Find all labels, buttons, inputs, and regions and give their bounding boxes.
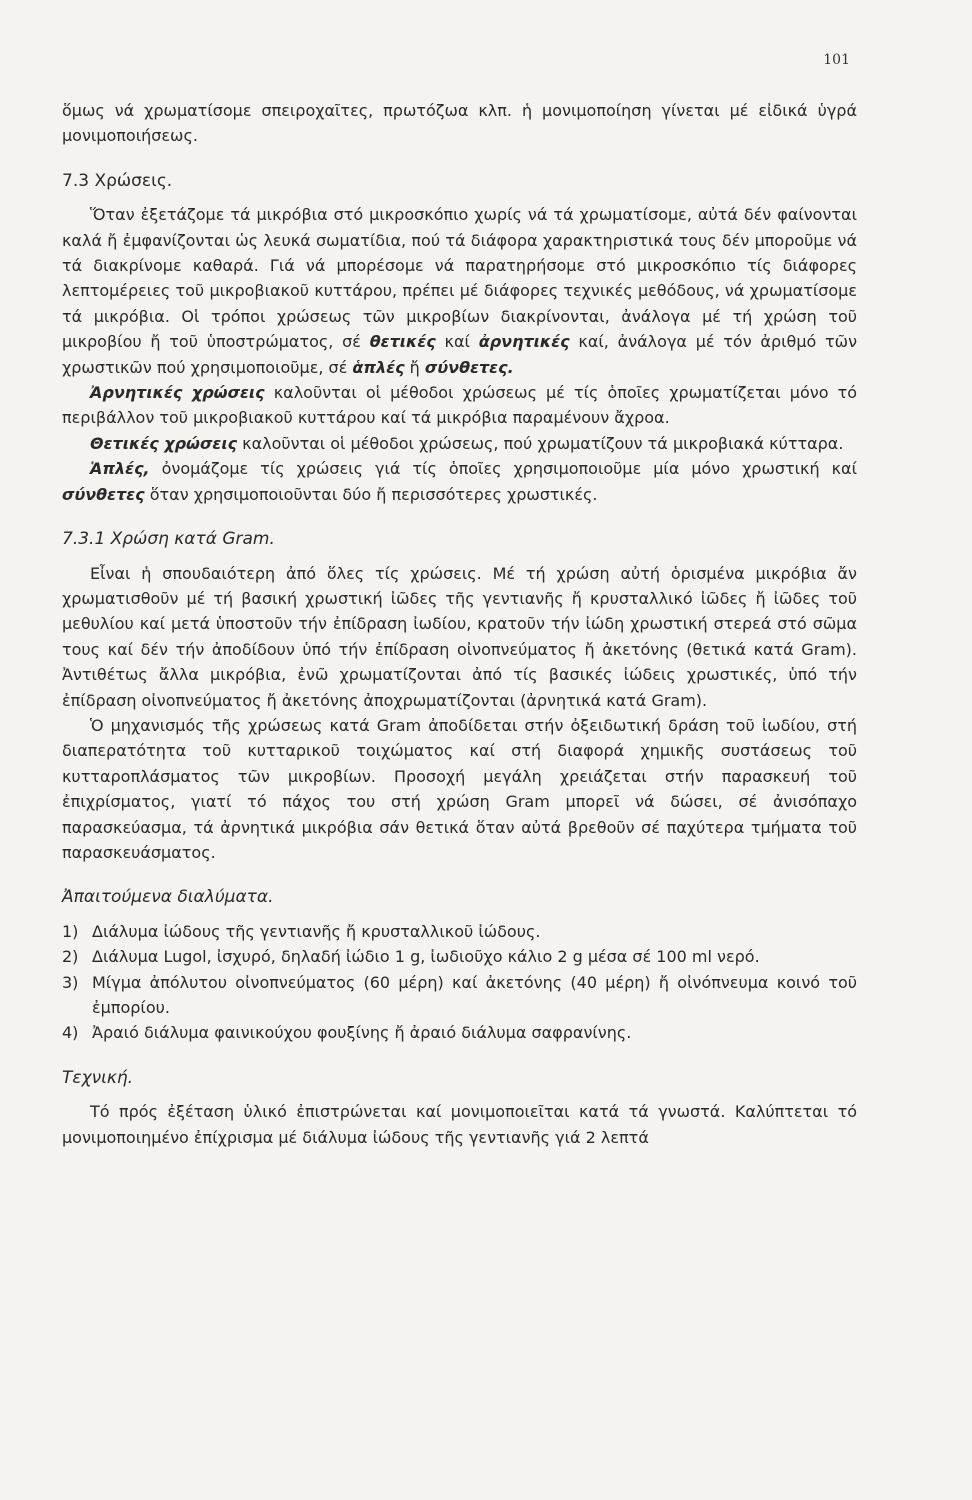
- text-segment: καί, ἀνάλογα μέ τόν ἀριθμό τῶν χρωστικῶν πού χρησιμοποιοῦμε, σέ: [62, 332, 858, 377]
- page-content: [62, 98, 857, 1150]
- list-number: 2): [62, 947, 79, 967]
- term-positive-stains: Θετικές χρώσεις: [90, 433, 238, 453]
- section-heading-7-3: 7.3 Χρώσεις.: [62, 170, 173, 191]
- list-text: Διάλυμα ἰώδους τῆς γεντιανῆς ἤ κρυσταλλικοῦ ἰώδους.: [92, 921, 541, 941]
- paragraph-stains-overview: [62, 202, 857, 380]
- text-segment: ὅταν χρησιμοποιοῦνται δύο ἤ περισσότερες χρωστικές.: [144, 484, 598, 504]
- term-positive: θετικές: [369, 332, 436, 352]
- solutions-list: [62, 919, 857, 1046]
- term-simple-stains: Ἁπλές,: [90, 459, 150, 479]
- list-text: Διάλυμα Lugol, ἰσχυρό, δηλαδή ἰώδιο 1 g, ἰωδιοῦχο κάλιο 2 g μέσα σέ 100 ml νερό.: [92, 947, 760, 967]
- list-text: Μίγμα ἀπόλυτου οἰνοπνεύματος (60 μέρη) καί ἀκετόνης (40 μέρη) ἤ οἰνόπνευμα κοινό τοῦ ἐμπορίου.: [92, 972, 857, 1017]
- list-number: 3): [62, 972, 79, 992]
- text-segment: Ὅταν ἐξετάζομε τά μικρόβια στό μικροσκόπιο χωρίς νά τά χρωματίσομε, αὐτά δέν φαίνονται καλά ἤ ἐμφανίζονται ὡς λευκά σωματίδια, πού τά διάφορα χαρακτηριστικά τους δέν μποροῦμε νά τά διακρίνομε καθαρά. Γιά νά μπορέσομε νά παρατηρήσομε στό μικροσκόπιο τίς διάφορες λεπτομέρειες τοῦ μικροβιακοῦ κυττάρου, πρέπει μέ διάφορες τεχνικές μεθόδους, νά χρωματίσομε τά μικρόβια. Οἱ τρόποι χρώσεως τῶν μικροβίων διακρίνονται, ἀνάλογα μέ τή χρώση τοῦ μικροβίου ἤ τοῦ ὑποστρώματος, σέ: [62, 205, 857, 352]
- term-negative: ἀρνητικές: [478, 332, 570, 352]
- paragraph-gram-description: Εἶναι ἡ σπουδαιότερη ἀπό ὅλες τίς χρώσεις. Μέ τή χρώση αὐτή ὁρισμένα μικρόβια ἄν χρωματισθοῦν μέ τή βασική χρωστική ἰῶδες τῆς γεντιανῆς ἤ κρυσταλλικό ἰῶδες ἤ ἰῶδες τοῦ μεθυλίου καί μετά ὑποστοῦν τήν ἐπίδραση ἰωδίου, κρατοῦν τήν ἰώδη χρωστική στερεά στό σῶμα τους καί δέν τήν ἀποδίδουν ὑπό τήν ἐπίδραση οἰνοπνεύματος ἤ ἀκετόνης (θετικά κατά Gram). Ἀντιθέτως ἄλλα μικρόβια, ἐνῶ χρωματίζονται ἀπό τίς βασικές ἰώδεις χρωστικές, ὑπό τήν ἐπίδραση οἰνοπνεύματος ἤ ἀκετόνης ἀποχρωματίζονται (ἀρνητικά κατά Gram).: [62, 563, 857, 710]
- term-compound-stains: σύνθετες: [62, 484, 145, 504]
- technique-heading: Τεχνική.: [62, 1067, 134, 1088]
- paragraph-negative-stains: [62, 380, 857, 431]
- term-simple: ἁπλές: [352, 357, 405, 377]
- term-compound: σύνθετες.: [424, 357, 514, 377]
- solutions-heading: Ἀπαιτούμενα διαλύματα.: [62, 887, 274, 908]
- paragraph-technique: Τό πρός ἐξέταση ὑλικό ἐπιστρώνεται καί μονιμοποιεῖται κατά τά γνωστά. Καλύπτεται τό μονιμοποιημένο ἐπίχρισμα μέ διάλυμα ἰώδους τῆς γεντιανῆς γιά 2 λεπτά: [62, 1102, 857, 1147]
- text-segment: ὀνομάζομε τίς χρώσεις γιά τίς ὁποῖες χρησιμοποιοῦμε μία μόνο χρωστική καί: [149, 459, 857, 479]
- list-item: [62, 1020, 857, 1045]
- paragraph-positive-stains: [62, 431, 857, 456]
- term-negative-stains: Ἀρνητικές χρώσεις: [90, 383, 265, 403]
- list-text: Ἀραιό διάλυμα φαινικούχου φουξίνης ἤ ἀραιό διάλυμα σαφρανίνης.: [92, 1023, 632, 1043]
- page-number: 101: [823, 52, 850, 68]
- text-segment: ἤ: [404, 357, 425, 377]
- text-segment: καί: [435, 332, 479, 352]
- list-item: [62, 919, 857, 944]
- text-segment: καλοῦνται οἱ μέθοδοι χρώσεως μέ τίς ὁποῖες χρωματίζεται μόνο τό περιβάλλον τοῦ μικροβιακοῦ κυττάρου καί τά μικρόβια παραμένουν ἄχροα.: [62, 383, 857, 428]
- paragraph-gram-mechanism: Ὁ μηχανισμός τῆς χρώσεως κατά Gram ἀποδίδεται στήν ὀξειδωτική δράση τοῦ ἰωδίου, στή διαπερατότητα τοῦ κυτταρικοῦ τοιχώματος καί στή διαφορά χημικῆς συστάσεως τοῦ κυτταροπλάσματος τῶν μικροβίων. Προσοχή μεγάλη χρειάζεται στήν παρασκευή τοῦ ἐπιχρίσματος, γιατί τό πάχος του στή χρώση Gram μπορεῖ νά δώσει, σέ ἀνισόπαχο παρασκεύασμα, τά ἀρνητικά μικρόβια σάν θετικά ὅταν αὐτά βρεθοῦν σέ παχύτερα τμήματα τοῦ παρασκευάσματος.: [62, 715, 857, 862]
- paragraph-intro: ὅμως νά χρωματίσομε σπειροχαῖτες, πρωτόζωα κλπ. ἡ μονιμοποίηση γίνεται μέ εἰδικά ὑγρά μονιμοποιήσεως.: [62, 101, 857, 146]
- list-number: 4): [62, 1023, 79, 1043]
- list-number: 1): [62, 921, 79, 941]
- section-heading-7-3-1: 7.3.1 Χρώση κατά Gram.: [62, 529, 275, 550]
- paragraph-simple-compound: [62, 456, 857, 507]
- list-item: [62, 944, 857, 969]
- list-item: [62, 970, 857, 1021]
- text-segment: καλοῦνται οἱ μέθοδοι χρώσεως, πού χρωματίζουν τά μικροβιακά κύτταρα.: [237, 433, 844, 453]
